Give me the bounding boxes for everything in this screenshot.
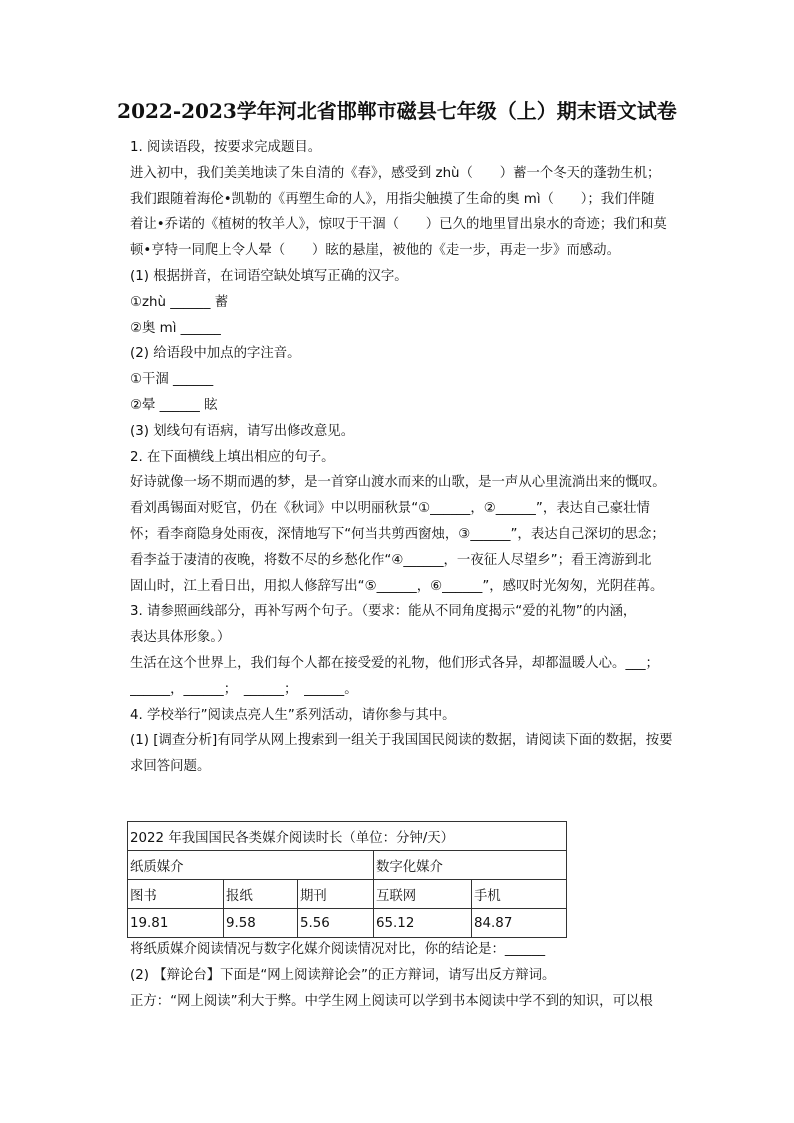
- passage-line: 好诗就像一场不期而遇的梦，是一首穿山渡水而来的山歌，是一声从心里流淌出来的慨叹。: [130, 475, 666, 491]
- answer-line: ②晕 ______ 眩: [130, 397, 218, 413]
- table-cell: 84.87: [472, 909, 567, 938]
- question-3-heading-cont: 表达具体形象。）: [130, 630, 231, 646]
- exam-title: 2022-2023学年河北省邯郸市磁县七年级（上）期末语文试卷: [117, 99, 677, 123]
- answer-line: ②奥 mì ______: [130, 320, 221, 336]
- table-caption: 2022 年我国国民各类媒介阅读时长（单位：分钟/天）: [128, 822, 567, 851]
- table-row: [128, 909, 567, 938]
- passage-line: 着让•乔诺的《植树的牧羊人》，惊叹于干涸（ ）已久的地里冒出泉水的奇迹；我们和莫: [130, 217, 667, 233]
- question-2-heading: 2. 在下面横线上填出相应的句子。: [130, 449, 335, 465]
- subquestion-2: (2) 【辩论台】下面是“网上阅读辩论会”的正方辩词，请写出反方辩词。: [130, 967, 556, 983]
- answer-line: ①干涸 ______: [130, 372, 214, 388]
- table-header-cell: 手机: [472, 880, 567, 909]
- conclusion-line: 将纸质媒介阅读情况与数字化媒介阅读情况对比，你的结论是：______: [130, 942, 546, 957]
- passage-line: 生活在这个世界上，我们每个人都在接受爱的礼物，他们形式各异，却都温暖人心。___；: [130, 655, 659, 671]
- table-group-digital: 数字化媒介: [374, 851, 567, 880]
- answer-line: ①zhù ______ 蓄: [130, 294, 229, 310]
- question-body-after-table: [130, 937, 705, 1014]
- passage-line: 我们跟随着海伦•凯勒的《再塑生命的人》，用指尖触摸了生命的奥 mì（ ）；我们伴随: [130, 191, 655, 207]
- table-header-cell: 图书: [128, 880, 224, 909]
- question-body: [130, 135, 705, 780]
- table-cell: 9.58: [224, 909, 298, 938]
- passage-line: 进入初中，我们美美地读了朱自清的《春》，感受到 zhù（ ）蓄一个冬天的蓬勃生机；: [130, 165, 661, 181]
- subquestion-1-cont: 求回答问题。: [130, 759, 211, 775]
- question-3-heading: 3. 请参照画线部分，再补写两个句子。（要求：能从不同角度揭示“爱的礼物”的内涵，: [130, 604, 637, 620]
- passage-line: 固山时，江上看日出，用拟人修辞写出“⑤______，⑥______”，感叹时光匆匆，光阴荏苒。: [130, 578, 664, 594]
- subquestion-2: (2) 给语段中加点的字注音。: [130, 346, 301, 362]
- subquestion-1: (1) [调查分析]有同学从网上搜索到一组关于我国国民阅读的数据，请阅读下面的数据，按要: [130, 733, 673, 749]
- table-cell: 5.56: [298, 909, 374, 938]
- table-cell: 65.12: [374, 909, 472, 938]
- table-row: [128, 851, 567, 880]
- table-header-cell: 互联网: [374, 880, 472, 909]
- passage-line: 看刘禹锡面对贬官，仍在《秋词》中以明丽秋景“①______，②______”，表达自己豪壮情: [130, 501, 650, 517]
- table-header-cell: 报纸: [224, 880, 298, 909]
- question-1-heading: 1. 阅读语段，按要求完成题目。: [130, 140, 322, 155]
- subquestion-3: (3) 划线句有语病，请写出修改意见。: [130, 423, 355, 439]
- passage-line: 看李益于凄清的夜晚，将数不尽的乡愁化作“④______，一夜征人尽望乡”；看王湾游到北: [130, 552, 652, 568]
- reading-time-table: [127, 821, 567, 938]
- passage-line: 顿•亨特一同爬上令人晕（ ）眩的悬崖，被他的《走一步，再走一步》而感动。: [130, 243, 620, 259]
- answer-line: ______，______； ______； ______。: [130, 681, 358, 697]
- table-row: [128, 822, 567, 851]
- passage-line: 怀；看李商隐身处雨夜，深情地写下“何当共剪西窗烛，③______”，表达自己深切的思念；: [130, 526, 665, 542]
- table-row: [128, 880, 567, 909]
- table-cell: 19.81: [128, 909, 224, 938]
- table-group-paper: 纸质媒介: [128, 851, 374, 880]
- table-header-cell: 期刊: [298, 880, 374, 909]
- passage-line: 正方：“网上阅读”利大于弊。中学生网上阅读可以学到书本阅读中学不到的知识，可以根: [130, 993, 653, 1009]
- question-4-heading: 4. 学校举行”阅读点亮人生”系列活动，请你参与其中。: [130, 707, 456, 723]
- subquestion-1: (1) 根据拼音，在词语空缺处填写正确的汉字。: [130, 268, 408, 284]
